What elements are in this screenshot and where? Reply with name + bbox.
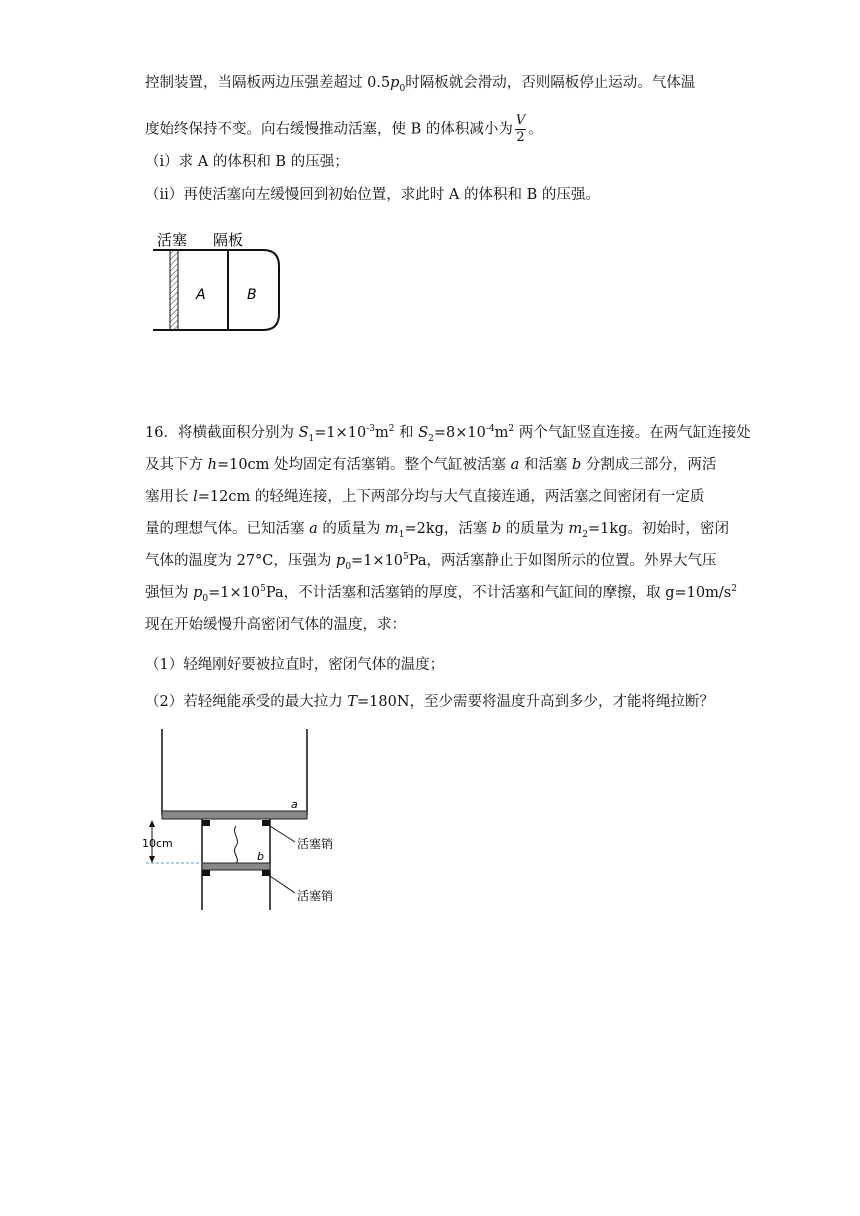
p16-line7: 现在开始缓慢升高密闭气体的温度，求： (145, 617, 406, 633)
label-chamber-b: B (247, 287, 257, 303)
label-dimension: 10cm (142, 837, 173, 850)
fraction-v-over-2: $\frac{V}{2}$ (515, 113, 526, 145)
p16-line3: 塞用长 l=12cm 的轻绳连接，上下两部分均与大气直接连通，两活塞之间密闭有一定质 (145, 489, 705, 505)
label-piston: 活塞 (157, 231, 188, 249)
figure-two-cylinders (140, 725, 370, 915)
piston-b (202, 863, 270, 870)
p15-line2: 度始终保持不变。向右缓慢推动活塞，使 B 的体积减小为 $\frac{V}{2}$ 。 (145, 113, 543, 145)
p15-question-i: （i）求 A 的体积和 B 的压强； (145, 154, 349, 170)
p16-line5: 气体的温度为 27°C，压强为 $p_0=1\times 10^5Pa$，两活塞静止于如图所示的位置。外界大气压 (145, 552, 717, 572)
label-piston-b: b (257, 850, 264, 863)
pin-lower-left (202, 870, 210, 876)
piston-a (162, 811, 307, 819)
p16-question-1: （1）轻绳刚好要被拉直时，密闭气体的温度； (145, 657, 445, 673)
p16-line1: 16．将横截面积分别为 $S_1=1\times 10^{-3}m^2$ 和 $S_2=8\times 10^{-4}m^2$ 两个气缸竖直连接。在两气缸连接处 (145, 424, 751, 444)
p15-line1: 控制装置，当隔板两边压强差超过 $0.5p_0$时隔板就会滑动，否则隔板停止运动。气体温 (145, 75, 696, 94)
pin-upper-right (262, 820, 270, 826)
leader-line-lower (270, 876, 295, 893)
p16-line6: 强恒为 $p_0=1\times 10^5Pa$，不计活塞和活塞销的厚度，不计活塞和气缸间的摩擦，取 $g=10m/s^2$ (145, 584, 737, 604)
p16-question-2: （2）若轻绳能承受的最大拉力 T=180N，至少需要将温度升高到多少，才能将绳拉断？ (145, 694, 715, 710)
label-partition: 隔板 (213, 231, 244, 249)
p15-question-ii: （ii）再使活塞向左缓慢回到初始位置，求此时 A 的体积和 B 的压强。 (145, 187, 600, 203)
p16-line2: 及其下方 h=10cm 处均固定有活塞销。整个气缸被活塞 a 和活塞 b 分割成三部分，两活 (145, 457, 717, 473)
label-pin-upper: 活塞销 (297, 837, 334, 851)
dimension-arrow-down (149, 856, 155, 863)
label-pin-lower: 活塞销 (297, 889, 334, 903)
dimension-arrow-up (149, 820, 155, 827)
p16-line4: 量的理想气体。已知活塞 a 的质量为 $m_1=2kg$，活塞 b 的质量为 $m_2=1kg$。初始时，密闭 (145, 521, 729, 540)
label-chamber-a: A (196, 287, 206, 303)
rope (235, 826, 238, 863)
label-piston-a: a (291, 798, 298, 811)
figure-piston-partition (145, 228, 285, 338)
leader-line-upper (270, 826, 295, 842)
pin-upper-left (202, 820, 210, 826)
piston (170, 250, 178, 330)
pin-lower-right (262, 870, 270, 876)
